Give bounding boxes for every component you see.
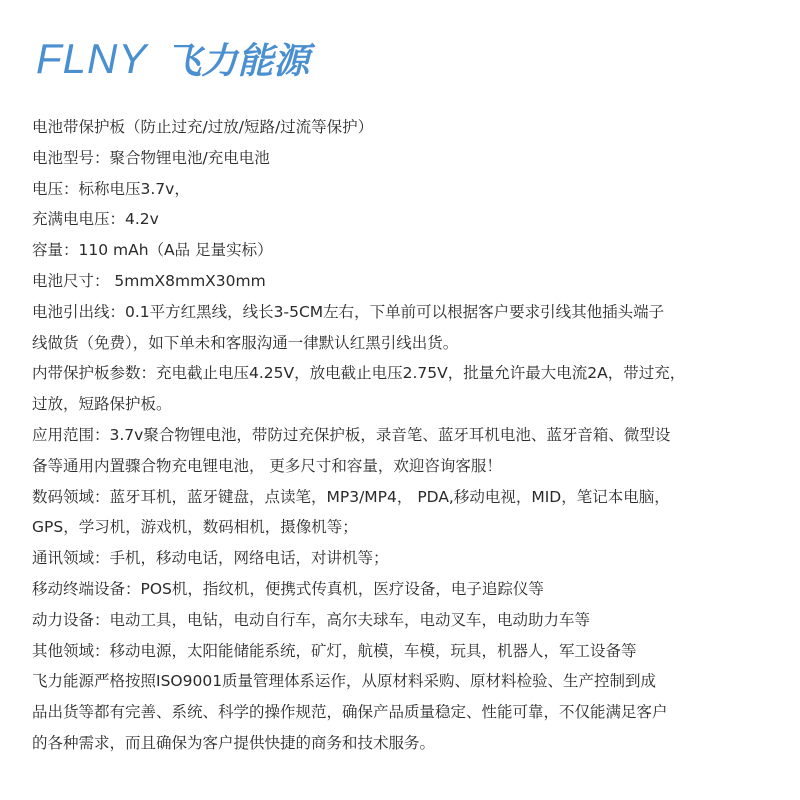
- text-line: 电池引出线：0.1平方红黑线，线长3-5CM左右，下单前可以根据客户要求引线其他插头端子: [32, 302, 665, 321]
- text-line: 过放，短路保护板。: [32, 395, 172, 414]
- brand-logo: [36, 34, 309, 84]
- brand-logo-latin: FLNY: [36, 35, 148, 82]
- text-line: 的各种需求，而且确保为客户提供快捷的商务和技术服务。: [32, 733, 436, 752]
- text-line: 其他领域：移动电源，太阳能储能系统，矿灯，航模，车模，玩具，机器人，军工设备等: [32, 641, 637, 660]
- text-line: 容量：110 mAh（A品 足量实标）: [32, 241, 273, 260]
- text-line: 备等通用内置骤合物充电锂电池， 更多尺寸和容量，欢迎咨询客服！: [32, 456, 502, 475]
- text-line: 飞力能源严格按照ISO9001质量管理体系运作，从原材料采购、原材料检验、生产控制到成: [32, 672, 657, 691]
- text-line: 通讯领域：手机，移动电话，网络电话，对讲机等；: [32, 549, 389, 568]
- product-description: [32, 112, 784, 759]
- text-line: 电池型号：聚合物锂电池/充电电池: [32, 148, 270, 167]
- text-line: 充满电电压：4.2v: [32, 210, 159, 229]
- text-line: 线做货（免费），如下单未和客服沟通一律默认红黑引线出货。: [32, 333, 459, 352]
- text-line: 数码领域：蓝牙耳机，蓝牙键盘，点读笔，MP3/MP4， PDA,移动电视，MID，笔记本电脑，: [32, 487, 670, 506]
- text-line: 应用范围：3.7v聚合物锂电池，带防过充保护板，录音笔、蓝牙耳机电池、蓝牙音箱、微型设: [32, 425, 671, 444]
- text-line: 电池尺寸： 5mmX8mmX30mm: [32, 271, 266, 290]
- text-line: 品出货等都有完善、系统、科学的操作规范，确保产品质量稳定、性能可靠，不仅能满足客户: [32, 703, 668, 722]
- text-line: 动力设备：电动工具，电钻，电动自行车，高尔夫球车，电动叉车，电动助力车等: [32, 610, 591, 629]
- text-line: 内带保护板参数：充电截止电压4.25V，放电截止电压2.75V，批量允许最大电流2A，带过充，: [32, 364, 686, 383]
- brand-logo-chinese: 飞力能源: [165, 41, 310, 82]
- text-line: 电池带保护板（防止过充/过放/短路/过流等保护）: [32, 118, 374, 136]
- text-line: 移动终端设备：POS机，指纹机，便携式传真机，医疗设备，电子追踪仪等: [32, 579, 544, 598]
- text-line: 电压：标称电压3.7v，: [32, 179, 190, 198]
- text-line: GPS，学习机，游戏机，数码相机，摄像机等；: [32, 518, 358, 537]
